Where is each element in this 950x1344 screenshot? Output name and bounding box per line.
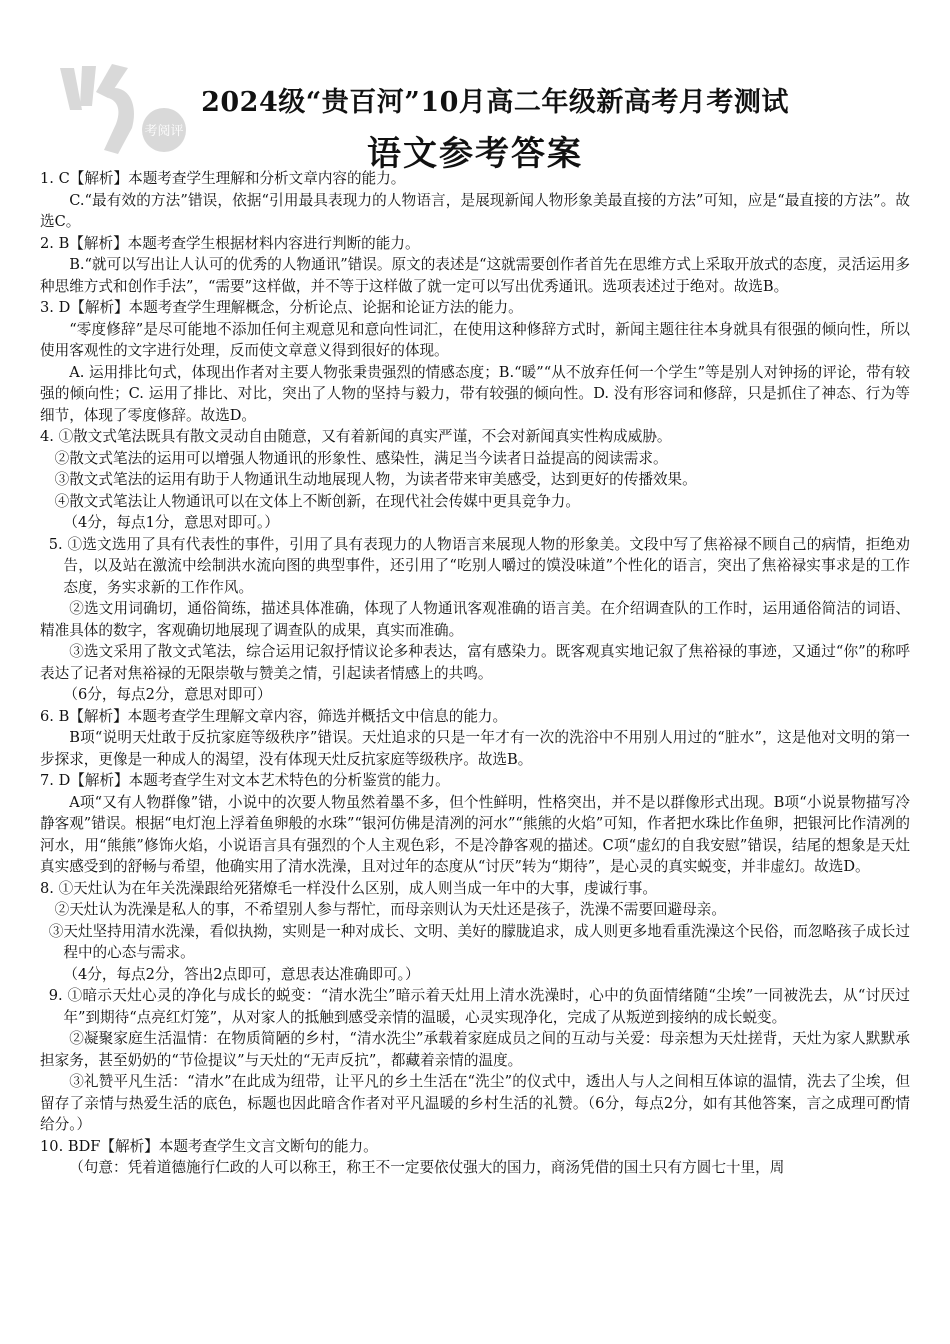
q8-point-1: 8. ①天灶认为在年关洗澡跟给死猪燎毛一样没什么区别，成人则当成一年中的大事，虔诚行事。	[40, 879, 657, 897]
q2-explanation: B.“就可以写出让人认可的优秀的人物通讯”错误。原文的表述是“这就需要创作者首先在思维方式上采取开放式的态度，灵活运用多种思维方式和创作手法”，“需要”这样做，并不等于这样做了就一定可以写出优秀通讯。选项表述过于绝对。故选B。	[40, 256, 910, 295]
q5-point-3: ③选文采用了散文式笔法，综合运用记叙抒情议论多种表达，富有感染力。既客观真实地记叙了焦裕禄的事迹，又通过“你”的称呼表达了记者对焦裕禄的无限崇敬与赞美之情，引起读者情感上的共鸣。	[40, 643, 910, 682]
watermark-text: 考阅评	[144, 124, 184, 139]
q10-heading: 10. BDF【解析】本题考查学生文言文断句的能力。	[40, 1137, 378, 1155]
q4-point-4: ④散文式笔法让人物通讯可以在文体上不断创新，在现代社会传媒中更具竞争力。	[54, 492, 580, 510]
q6-heading: 6. B【解析】本题考查学生理解文章内容，筛选并概括文中信息的能力。	[40, 707, 508, 725]
q8-point-3: ③天灶坚持用清水洗澡，看似执拗，实则是一种对成长、文明、美好的朦胧追求，成人则更多地看重洗澡这个民俗，而忽略孩子成长过程中的心态与需求。	[48, 922, 910, 961]
q9-point-2: ②凝聚家庭生活温情：在物质简陋的乡村，“清水洗尘”承载着家庭成员之间的互动与关爱：母亲想为天灶搓背，天灶为家人默默承担家务，甚至奶奶的“节俭提议”与天灶的“无声反抗”，都藏着亲情的温度。	[40, 1030, 910, 1069]
q7-heading: 7. D【解析】本题考查学生对文本艺术特色的分析鉴赏的能力。	[40, 772, 450, 789]
page-title: 2024级“贵百河”10月高二年级新高考月考测试	[201, 87, 789, 118]
q4-point-3: ③散文式笔法的运用有助于人物通讯生动地展现人物，为读者带来审美感受，达到更好的传播效果。	[54, 471, 697, 488]
q5-scoring-note: （6分，每点2分，意思对即可）	[63, 686, 272, 703]
q6-explanation: B项“说明天灶敢于反抗家庭等级秩序”错误。天灶追求的只是一年才有一次的洗浴中不用别人用过的“脏水”，这是他对文明的第一步探求，更像是一种成人的渴望，没有体现天灶反抗家庭等级秩序。故选B。	[40, 729, 910, 768]
q8-point-2: ②天灶认为洗澡是私人的事，不希望别人参与帮忙，而母亲则认为天灶还是孩子，洗澡不需要回避母亲。	[54, 901, 726, 918]
q7-explanation: A项“又有人物群像”错，小说中的次要人物虽然着墨不多，但个性鲜明，性格突出，并不是以群像形式出现。B项“小说景物描写冷静客观”错误。根据“电灯泡上浮着鱼卵般的水珠”“银河仿佛是清冽的河水”“熊熊的火焰”可知，作者把水珠比作鱼卵，把银河比作清冽的河水，用“熊熊”修饰火焰，小说语言具有强烈的个人主观色彩，不是冷静客观的描述。C项“虚幻的自我安慰”错误，结尾的想象是天灶真实感受到的舒畅与希望，他确实用了清水洗澡，且对过年的态度从“讨厌”转为“期待”，是心灵的真实蜕变，并非虚幻。故选D。	[40, 793, 910, 875]
q4-point-1: 4. ①散文式笔法既具有散文灵动自由随意，又有着新闻的真实严谨，不会对新闻真实性构成威胁。	[40, 428, 672, 445]
q1-heading: 1. C【解析】本题考查学生理解和分析文章内容的能力。	[40, 170, 406, 187]
q4-point-2: ②散文式笔法的运用可以增强人物通讯的形象性、感染性，满足当今读者日益提高的阅读需求。	[54, 449, 668, 467]
q3-explanation-1: “零度修辞”是尽可能地不添加任何主观意见和意向性词汇，在使用这种修辞方式时，新闻主题往往本身就具有很强的倾向性，所以使用客观性的文字进行处理，反而使文章意义得到很好的体现。	[40, 320, 910, 359]
q3-heading: 3. D【解析】本题考查学生理解概念，分析论点、论据和论证方法的能力。	[40, 299, 523, 316]
q9-point-3: ③礼赞平凡生活：“清水”在此成为纽带，让平凡的乡土生活在“洗尘”的仪式中，透出人与人之间相互体谅的温情，洗去了尘埃，但留存了亲情与热爱生活的底色，标题也因此暗含作者对平凡温暖的乡村生活的礼赞。（6分，每点2分，如有其他答案，言之成理可酌情给分。）	[40, 1073, 910, 1133]
q3-explanation-2: A. 运用排比句式，体现出作者对主要人物张秉贵强烈的情感态度；B.“暖”“从不放弃任何一个学生”等是别人对钟扬的评论，带有较强的倾向性；C. 运用了排比、对比，突出了人物的坚持与毅力，带有较强的倾向性。D. 没有形容词和修辞，只是抓住了神态、行为等细节，体现了零度修辞。故选D。	[40, 363, 910, 424]
q8-scoring-note: （4分，每点2分，答出2点即可，意思表达准确即可。）	[63, 965, 420, 983]
q4-scoring-note: （4分，每点1分，意思对即可。）	[63, 514, 279, 531]
q10-explanation: （句意：凭着道德施行仁政的人可以称王，称王不一定要依仗强大的国力，商汤凭借的国土只有方圆七十里，周	[69, 1159, 785, 1176]
answer-body	[40, 168, 910, 1179]
q1-explanation: C.“最有效的方法”错误，依据“引用最具表现力的人物语言，是展现新闻人物形象美最直接的方法”可知，应是“最直接的方法”。故选C。	[40, 191, 910, 230]
q5-point-2: ②选文用词确切，通俗简练，描述具体准确，体现了人物通讯客观准确的语言美。在介绍调查队的工作时，运用通俗简洁的词语、精准具体的数字，客观确切地展现了调查队的成果，真实而准确。	[40, 600, 910, 639]
q2-heading: 2. B【解析】本题考查学生根据材料内容进行判断的能力。	[40, 234, 420, 252]
page-subtitle: 语文参考答案	[367, 134, 583, 174]
q9-point-1: 9. ①暗示天灶心灵的净化与成长的蜕变：“清水洗尘”暗示着天灶用上清水洗澡时，心中的负面情绪随“尘埃”一同被洗去，从“讨厌过年”到期待“点亮红灯笼”，从对家人的抵触到感受亲情的温暖，心灵实现净化，完成了从叛逆到接纳的成长蜕变。	[48, 987, 910, 1026]
q5-point-1: 5. ①选文选用了具有代表性的事件，引用了具有表现力的人物语言来展现人物的形象美。文段中写了焦裕禄不顾自己的病情，拒绝劝告，以及站在激流中绘制洪水流向图的典型事件，还引用了“吃别人嚼过的馍没味道”个性化的语言，突出了焦裕禄实事求是的工作态度，务实求新的工作作风。	[48, 535, 910, 596]
